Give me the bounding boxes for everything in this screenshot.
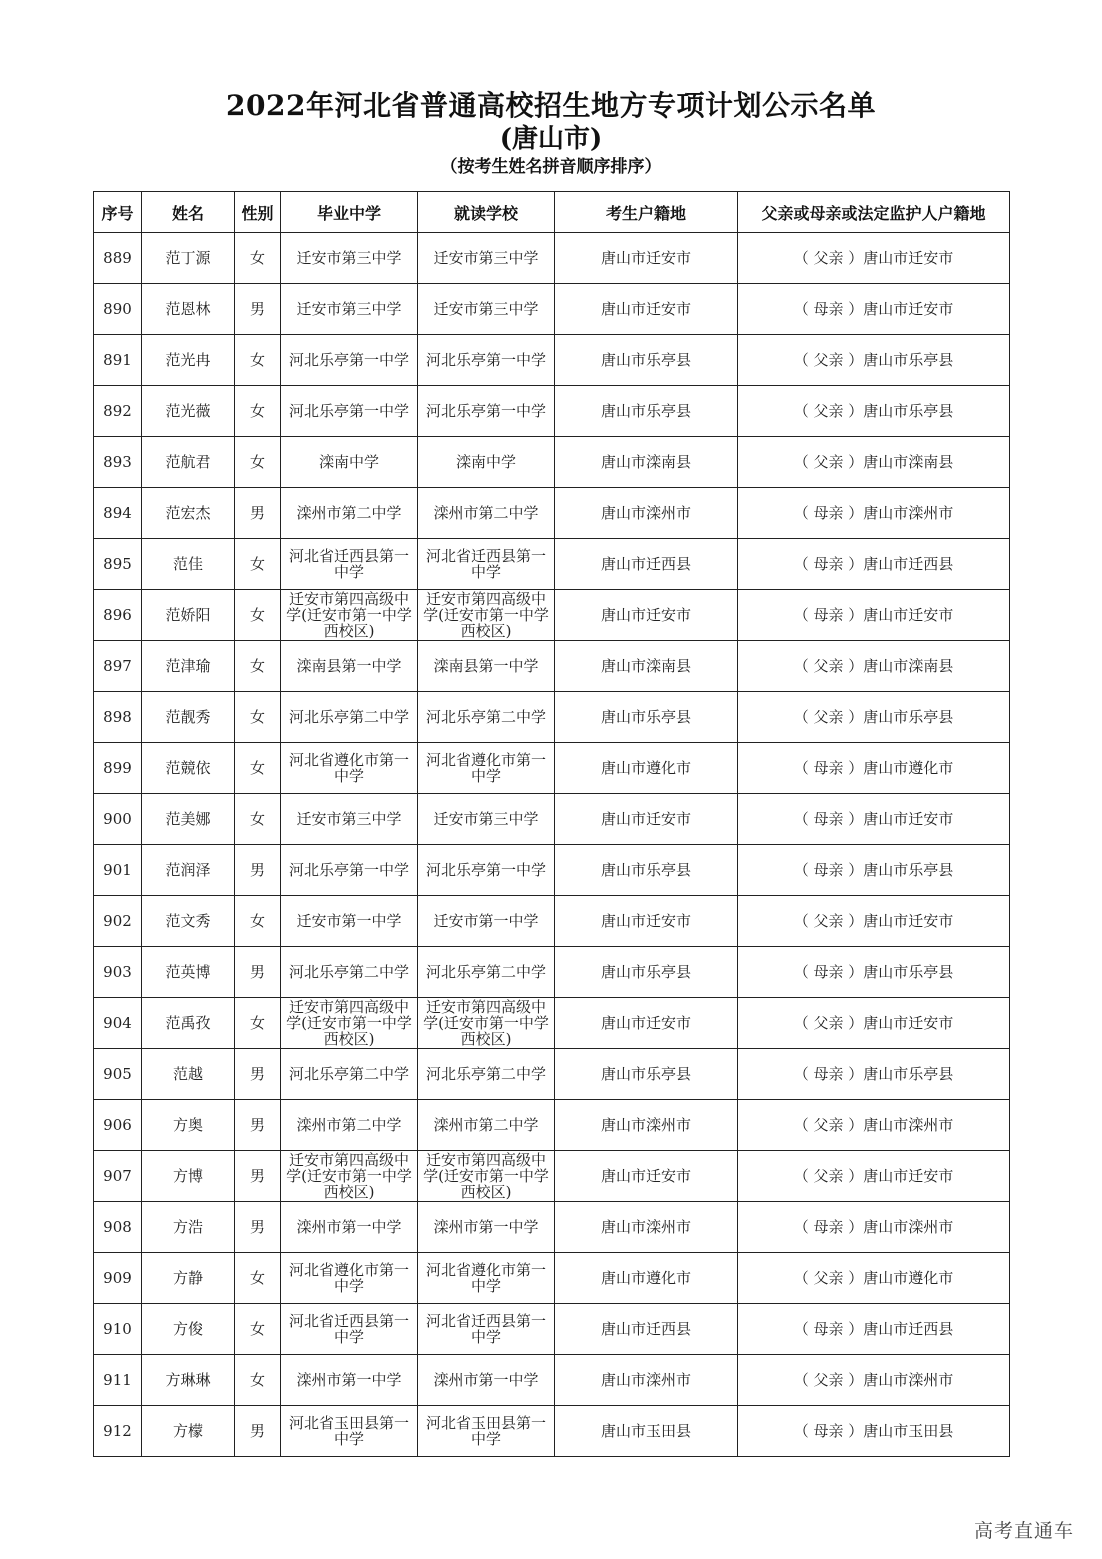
cell-grad-school: 河北省遵化市第一中学 bbox=[281, 743, 418, 794]
cell-name: 范英博 bbox=[142, 947, 235, 998]
table-row bbox=[94, 233, 1010, 284]
table-row bbox=[94, 743, 1010, 794]
cell-current-school: 河北省迁西县第一中学 bbox=[418, 1304, 555, 1355]
cell-name: 范佳 bbox=[142, 539, 235, 590]
cell-no: 898 bbox=[94, 692, 142, 743]
cell-grad-school: 滦州市第二中学 bbox=[281, 1100, 418, 1151]
cell-domicile: 唐山市迁安市 bbox=[555, 590, 738, 641]
cell-name: 方静 bbox=[142, 1253, 235, 1304]
cell-current-school: 迁安市第三中学 bbox=[418, 284, 555, 335]
cell-no: 907 bbox=[94, 1151, 142, 1202]
cell-no: 899 bbox=[94, 743, 142, 794]
cell-gender: 男 bbox=[235, 488, 281, 539]
cell-domicile: 唐山市乐亭县 bbox=[555, 386, 738, 437]
cell-name: 范航君 bbox=[142, 437, 235, 488]
table-row bbox=[94, 386, 1010, 437]
cell-guardian-domicile: （ 母亲 ）唐山市滦州市 bbox=[738, 488, 1010, 539]
cell-grad-school: 河北省迁西县第一中学 bbox=[281, 539, 418, 590]
cell-name: 范娇阳 bbox=[142, 590, 235, 641]
table-row bbox=[94, 1202, 1010, 1253]
cell-no: 912 bbox=[94, 1406, 142, 1457]
cell-name: 范越 bbox=[142, 1049, 235, 1100]
cell-current-school: 迁安市第一中学 bbox=[418, 896, 555, 947]
cell-grad-school: 迁安市第三中学 bbox=[281, 233, 418, 284]
cell-current-school: 河北乐亭第一中学 bbox=[418, 386, 555, 437]
cell-domicile: 唐山市迁安市 bbox=[555, 794, 738, 845]
cell-name: 范丁源 bbox=[142, 233, 235, 284]
cell-name: 范文秀 bbox=[142, 896, 235, 947]
table-row bbox=[94, 1253, 1010, 1304]
cell-name: 范美娜 bbox=[142, 794, 235, 845]
cell-domicile: 唐山市乐亭县 bbox=[555, 335, 738, 386]
cell-name: 范光冉 bbox=[142, 335, 235, 386]
cell-grad-school: 迁安市第四高级中学(迁安市第一中学西校区) bbox=[281, 590, 418, 641]
cell-gender: 女 bbox=[235, 998, 281, 1049]
cell-gender: 女 bbox=[235, 896, 281, 947]
cell-guardian-domicile: （ 父亲 ）唐山市滦州市 bbox=[738, 1355, 1010, 1406]
cell-grad-school: 迁安市第三中学 bbox=[281, 794, 418, 845]
cell-no: 905 bbox=[94, 1049, 142, 1100]
cell-name: 范光薇 bbox=[142, 386, 235, 437]
cell-current-school: 河北乐亭第二中学 bbox=[418, 947, 555, 998]
cell-name: 范禹孜 bbox=[142, 998, 235, 1049]
table-row bbox=[94, 335, 1010, 386]
cell-current-school: 迁安市第三中学 bbox=[418, 233, 555, 284]
table-row bbox=[94, 1406, 1010, 1457]
cell-guardian-domicile: （ 母亲 ）唐山市乐亭县 bbox=[738, 845, 1010, 896]
table-row bbox=[94, 284, 1010, 335]
cell-gender: 男 bbox=[235, 284, 281, 335]
cell-domicile: 唐山市滦州市 bbox=[555, 1355, 738, 1406]
cell-domicile: 唐山市迁安市 bbox=[555, 284, 738, 335]
cell-domicile: 唐山市乐亭县 bbox=[555, 692, 738, 743]
cell-gender: 女 bbox=[235, 386, 281, 437]
cell-name: 范宏杰 bbox=[142, 488, 235, 539]
cell-current-school: 河北乐亭第二中学 bbox=[418, 692, 555, 743]
cell-guardian-domicile: （ 父亲 ）唐山市遵化市 bbox=[738, 1253, 1010, 1304]
cell-no: 901 bbox=[94, 845, 142, 896]
table-row bbox=[94, 845, 1010, 896]
cell-name: 方博 bbox=[142, 1151, 235, 1202]
cell-name: 范靓秀 bbox=[142, 692, 235, 743]
cell-guardian-domicile: （ 父亲 ）唐山市滦南县 bbox=[738, 437, 1010, 488]
cell-guardian-domicile: （ 父亲 ）唐山市乐亭县 bbox=[738, 692, 1010, 743]
cell-gender: 女 bbox=[235, 590, 281, 641]
cell-guardian-domicile: （ 父亲 ）唐山市滦州市 bbox=[738, 1100, 1010, 1151]
cell-no: 895 bbox=[94, 539, 142, 590]
cell-grad-school: 河北乐亭第二中学 bbox=[281, 947, 418, 998]
cell-name: 范润泽 bbox=[142, 845, 235, 896]
cell-current-school: 滦州市第一中学 bbox=[418, 1202, 555, 1253]
cell-grad-school: 滦南县第一中学 bbox=[281, 641, 418, 692]
cell-domicile: 唐山市遵化市 bbox=[555, 1253, 738, 1304]
cell-guardian-domicile: （ 父亲 ）唐山市乐亭县 bbox=[738, 335, 1010, 386]
cell-current-school: 滦州市第一中学 bbox=[418, 1355, 555, 1406]
cell-domicile: 唐山市迁安市 bbox=[555, 896, 738, 947]
cell-domicile: 唐山市滦州市 bbox=[555, 488, 738, 539]
cell-guardian-domicile: （ 母亲 ）唐山市玉田县 bbox=[738, 1406, 1010, 1457]
table-row bbox=[94, 947, 1010, 998]
cell-grad-school: 迁安市第三中学 bbox=[281, 284, 418, 335]
header-name: 姓名 bbox=[142, 192, 235, 233]
watermark: 高考直通车 bbox=[973, 1520, 1074, 1542]
cell-current-school: 河北乐亭第二中学 bbox=[418, 1049, 555, 1100]
cell-domicile: 唐山市滦州市 bbox=[555, 1202, 738, 1253]
cell-gender: 男 bbox=[235, 1100, 281, 1151]
cell-domicile: 唐山市迁安市 bbox=[555, 998, 738, 1049]
table-row bbox=[94, 641, 1010, 692]
cell-gender: 女 bbox=[235, 641, 281, 692]
cell-name: 方俊 bbox=[142, 1304, 235, 1355]
cell-grad-school: 滦州市第一中学 bbox=[281, 1202, 418, 1253]
cell-guardian-domicile: （ 母亲 ）唐山市遵化市 bbox=[738, 743, 1010, 794]
cell-no: 902 bbox=[94, 896, 142, 947]
table-row bbox=[94, 437, 1010, 488]
cell-current-school: 河北省遵化市第一中学 bbox=[418, 743, 555, 794]
cell-domicile: 唐山市迁西县 bbox=[555, 539, 738, 590]
cell-name: 方奥 bbox=[142, 1100, 235, 1151]
cell-current-school: 迁安市第三中学 bbox=[418, 794, 555, 845]
page-subtitle: (唐山市) bbox=[499, 124, 603, 154]
cell-gender: 女 bbox=[235, 692, 281, 743]
cell-domicile: 唐山市遵化市 bbox=[555, 743, 738, 794]
cell-current-school: 滦州市第二中学 bbox=[418, 1100, 555, 1151]
cell-current-school: 河北省迁西县第一中学 bbox=[418, 539, 555, 590]
table-row bbox=[94, 896, 1010, 947]
cell-grad-school: 河北乐亭第一中学 bbox=[281, 845, 418, 896]
cell-current-school: 滦南县第一中学 bbox=[418, 641, 555, 692]
cell-gender: 男 bbox=[235, 845, 281, 896]
cell-current-school: 河北省遵化市第一中学 bbox=[418, 1253, 555, 1304]
cell-grad-school: 河北乐亭第二中学 bbox=[281, 1049, 418, 1100]
cell-guardian-domicile: （ 父亲 ）唐山市滦南县 bbox=[738, 641, 1010, 692]
cell-no: 891 bbox=[94, 335, 142, 386]
cell-grad-school: 滦南中学 bbox=[281, 437, 418, 488]
header-domicile: 考生户籍地 bbox=[555, 192, 738, 233]
cell-grad-school: 滦州市第二中学 bbox=[281, 488, 418, 539]
cell-no: 909 bbox=[94, 1253, 142, 1304]
cell-gender: 女 bbox=[235, 335, 281, 386]
cell-no: 890 bbox=[94, 284, 142, 335]
table-row bbox=[94, 1049, 1010, 1100]
cell-no: 894 bbox=[94, 488, 142, 539]
cell-guardian-domicile: （ 父亲 ）唐山市迁安市 bbox=[738, 1151, 1010, 1202]
cell-no: 889 bbox=[94, 233, 142, 284]
cell-gender: 女 bbox=[235, 1304, 281, 1355]
cell-gender: 男 bbox=[235, 1406, 281, 1457]
cell-no: 906 bbox=[94, 1100, 142, 1151]
table-row bbox=[94, 1355, 1010, 1406]
cell-grad-school: 河北省遵化市第一中学 bbox=[281, 1253, 418, 1304]
cell-name: 方琳琳 bbox=[142, 1355, 235, 1406]
page-note: （按考生姓名拼音顺序排序） bbox=[440, 157, 662, 177]
cell-name: 方檬 bbox=[142, 1406, 235, 1457]
cell-name: 范恩林 bbox=[142, 284, 235, 335]
cell-no: 908 bbox=[94, 1202, 142, 1253]
cell-grad-school: 河北乐亭第二中学 bbox=[281, 692, 418, 743]
cell-gender: 女 bbox=[235, 233, 281, 284]
cell-gender: 男 bbox=[235, 1151, 281, 1202]
roster-table bbox=[93, 191, 1010, 1457]
cell-guardian-domicile: （ 母亲 ）唐山市迁西县 bbox=[738, 1304, 1010, 1355]
table-row bbox=[94, 794, 1010, 845]
cell-guardian-domicile: （ 父亲 ）唐山市迁安市 bbox=[738, 998, 1010, 1049]
cell-no: 892 bbox=[94, 386, 142, 437]
table-row bbox=[94, 539, 1010, 590]
cell-current-school: 河北乐亭第一中学 bbox=[418, 845, 555, 896]
cell-guardian-domicile: （ 母亲 ）唐山市迁安市 bbox=[738, 284, 1010, 335]
cell-guardian-domicile: （ 父亲 ）唐山市迁安市 bbox=[738, 233, 1010, 284]
cell-name: 范津瑜 bbox=[142, 641, 235, 692]
header-grad-school: 毕业中学 bbox=[281, 192, 418, 233]
cell-name: 范競依 bbox=[142, 743, 235, 794]
cell-guardian-domicile: （ 父亲 ）唐山市乐亭县 bbox=[738, 386, 1010, 437]
cell-domicile: 唐山市滦南县 bbox=[555, 437, 738, 488]
cell-no: 897 bbox=[94, 641, 142, 692]
cell-gender: 男 bbox=[235, 1049, 281, 1100]
cell-domicile: 唐山市乐亭县 bbox=[555, 845, 738, 896]
cell-domicile: 唐山市迁安市 bbox=[555, 1151, 738, 1202]
header-current-school: 就读学校 bbox=[418, 192, 555, 233]
cell-grad-school: 迁安市第一中学 bbox=[281, 896, 418, 947]
table-row bbox=[94, 590, 1010, 641]
cell-grad-school: 河北省玉田县第一中学 bbox=[281, 1406, 418, 1457]
cell-no: 896 bbox=[94, 590, 142, 641]
table-row bbox=[94, 1304, 1010, 1355]
cell-no: 900 bbox=[94, 794, 142, 845]
cell-current-school: 迁安市第四高级中学(迁安市第一中学西校区) bbox=[418, 590, 555, 641]
cell-current-school: 滦南中学 bbox=[418, 437, 555, 488]
cell-guardian-domicile: （ 母亲 ）唐山市乐亭县 bbox=[738, 947, 1010, 998]
cell-current-school: 河北省玉田县第一中学 bbox=[418, 1406, 555, 1457]
cell-grad-school: 河北乐亭第一中学 bbox=[281, 335, 418, 386]
cell-gender: 女 bbox=[235, 1253, 281, 1304]
cell-grad-school: 河北乐亭第一中学 bbox=[281, 386, 418, 437]
cell-gender: 男 bbox=[235, 1202, 281, 1253]
table-row bbox=[94, 998, 1010, 1049]
cell-domicile: 唐山市滦南县 bbox=[555, 641, 738, 692]
cell-no: 911 bbox=[94, 1355, 142, 1406]
cell-gender: 女 bbox=[235, 539, 281, 590]
table-row bbox=[94, 488, 1010, 539]
cell-gender: 女 bbox=[235, 794, 281, 845]
cell-guardian-domicile: （ 母亲 ）唐山市迁西县 bbox=[738, 539, 1010, 590]
cell-grad-school: 迁安市第四高级中学(迁安市第一中学西校区) bbox=[281, 1151, 418, 1202]
cell-gender: 女 bbox=[235, 437, 281, 488]
header-no: 序号 bbox=[94, 192, 142, 233]
cell-gender: 女 bbox=[235, 1355, 281, 1406]
cell-gender: 男 bbox=[235, 947, 281, 998]
cell-guardian-domicile: （ 母亲 ）唐山市迁安市 bbox=[738, 794, 1010, 845]
cell-domicile: 唐山市滦州市 bbox=[555, 1100, 738, 1151]
cell-name: 方浩 bbox=[142, 1202, 235, 1253]
cell-domicile: 唐山市玉田县 bbox=[555, 1406, 738, 1457]
cell-current-school: 迁安市第四高级中学(迁安市第一中学西校区) bbox=[418, 998, 555, 1049]
cell-grad-school: 滦州市第一中学 bbox=[281, 1355, 418, 1406]
cell-guardian-domicile: （ 父亲 ）唐山市迁安市 bbox=[738, 896, 1010, 947]
cell-domicile: 唐山市迁西县 bbox=[555, 1304, 738, 1355]
cell-domicile: 唐山市迁安市 bbox=[555, 233, 738, 284]
cell-domicile: 唐山市乐亭县 bbox=[555, 1049, 738, 1100]
table-row bbox=[94, 1100, 1010, 1151]
cell-current-school: 滦州市第二中学 bbox=[418, 488, 555, 539]
page-title: 2022年河北省普通高校招生地方专项计划公示名单 bbox=[226, 89, 876, 122]
table-row bbox=[94, 692, 1010, 743]
header-gender: 性别 bbox=[235, 192, 281, 233]
cell-no: 893 bbox=[94, 437, 142, 488]
cell-domicile: 唐山市乐亭县 bbox=[555, 947, 738, 998]
cell-no: 904 bbox=[94, 998, 142, 1049]
table-row bbox=[94, 1151, 1010, 1202]
cell-guardian-domicile: （ 母亲 ）唐山市乐亭县 bbox=[738, 1049, 1010, 1100]
header-guardian-domicile: 父亲或母亲或法定监护人户籍地 bbox=[738, 192, 1010, 233]
cell-grad-school: 迁安市第四高级中学(迁安市第一中学西校区) bbox=[281, 998, 418, 1049]
cell-no: 910 bbox=[94, 1304, 142, 1355]
cell-current-school: 迁安市第四高级中学(迁安市第一中学西校区) bbox=[418, 1151, 555, 1202]
cell-guardian-domicile: （ 母亲 ）唐山市迁安市 bbox=[738, 590, 1010, 641]
cell-no: 903 bbox=[94, 947, 142, 998]
cell-grad-school: 河北省迁西县第一中学 bbox=[281, 1304, 418, 1355]
cell-guardian-domicile: （ 母亲 ）唐山市滦州市 bbox=[738, 1202, 1010, 1253]
table-header-row bbox=[94, 192, 1010, 233]
cell-gender: 女 bbox=[235, 743, 281, 794]
cell-current-school: 河北乐亭第一中学 bbox=[418, 335, 555, 386]
